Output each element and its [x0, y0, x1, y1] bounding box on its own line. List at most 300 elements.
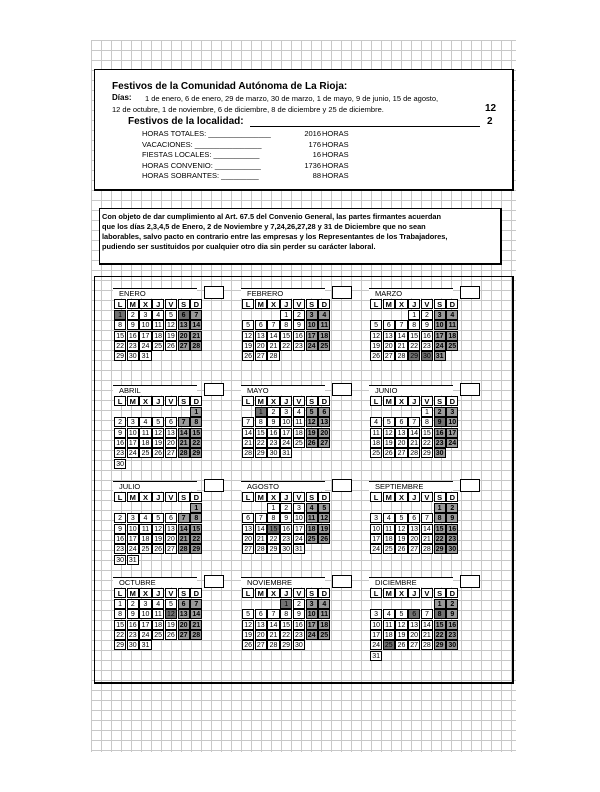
- day-cell: 17: [127, 534, 139, 544]
- day-cell: 2: [114, 513, 126, 523]
- day-cell: 29: [114, 351, 126, 361]
- weekday-header: J: [280, 396, 292, 406]
- day-cell: 18: [383, 534, 395, 544]
- day-cell: 16: [114, 534, 126, 544]
- day-cell: 12: [165, 320, 177, 330]
- notice-line1: Con objeto de dar cumplimiento al Art. 67.5 del Convenio General, las partes firmantes acuerdan: [102, 212, 441, 221]
- day-cell: 9: [421, 320, 433, 330]
- holiday-day-cell: 15: [267, 524, 279, 534]
- day-cell: 14: [395, 331, 407, 341]
- day-cell: 31: [139, 351, 151, 361]
- day-cell: 16: [127, 331, 139, 341]
- day-cell: 7: [178, 417, 190, 427]
- day-cell: 11: [139, 524, 151, 534]
- day-cell: 5: [318, 503, 330, 513]
- weekday-header: D: [446, 396, 458, 406]
- hours-value: 88: [312, 171, 321, 180]
- day-cell: 16: [280, 524, 292, 534]
- day-cell: 14: [255, 524, 267, 534]
- day-cell: 20: [242, 534, 254, 544]
- day-cell: 14: [267, 620, 279, 630]
- day-cell: 19: [383, 438, 395, 448]
- day-cell: 3: [139, 310, 151, 320]
- weekday-header: M: [127, 299, 139, 309]
- day-cell: 24: [370, 640, 382, 650]
- weekday-header: J: [408, 588, 420, 598]
- day-cell: 8: [267, 513, 279, 523]
- weekday-header: D: [446, 492, 458, 502]
- day-cell: 29: [190, 544, 202, 554]
- day-cell: 18: [152, 331, 164, 341]
- day-cell: 23: [434, 438, 446, 448]
- day-cell: 5: [370, 320, 382, 330]
- day-cell: 26: [318, 534, 330, 544]
- weekday-header: M: [255, 396, 267, 406]
- day-cell: 16: [446, 524, 458, 534]
- day-cell: 24: [127, 544, 139, 554]
- weekday-header: D: [190, 492, 202, 502]
- day-cell: 22: [434, 630, 446, 640]
- holiday-day-cell: 25: [383, 640, 395, 650]
- day-cell: 30: [446, 544, 458, 554]
- day-cell: 9: [114, 524, 126, 534]
- day-cell: 25: [293, 438, 305, 448]
- day-cell: 18: [383, 630, 395, 640]
- dias-label: Días:: [112, 93, 132, 102]
- weekday-header: J: [408, 396, 420, 406]
- day-cell: 24: [446, 438, 458, 448]
- day-cell: 14: [178, 524, 190, 534]
- day-cell: 19: [306, 428, 318, 438]
- day-cell: 23: [421, 341, 433, 351]
- month-name: FEBRERO: [241, 288, 325, 298]
- day-cell: 8: [255, 417, 267, 427]
- day-cell: 4: [446, 310, 458, 320]
- day-cell: 21: [255, 534, 267, 544]
- day-cell: 21: [190, 620, 202, 630]
- day-cell: 27: [318, 438, 330, 448]
- day-cell: 11: [152, 609, 164, 619]
- notice-line2: que los días 2,3,4,5 de Enero, 2 de Noviembre y 7,24,26,27,28 y 31 de Diciembre que no sean: [102, 222, 426, 231]
- day-cell: 15: [114, 620, 126, 630]
- hours-row: [141, 139, 353, 149]
- day-cell: 1: [434, 503, 446, 513]
- day-cell: 15: [280, 620, 292, 630]
- day-cell: 28: [395, 351, 407, 361]
- day-cell: 1: [267, 503, 279, 513]
- day-cell: 5: [395, 609, 407, 619]
- day-cell: 26: [242, 351, 254, 361]
- month-name: AGOSTO: [241, 481, 325, 491]
- day-cell: 30: [127, 640, 139, 650]
- day-cell: 14: [421, 620, 433, 630]
- day-cell: 4: [139, 417, 151, 427]
- day-cell: 9: [293, 320, 305, 330]
- day-cell: 6: [255, 320, 267, 330]
- day-cell: 7: [267, 320, 279, 330]
- day-cell: 9: [446, 609, 458, 619]
- weekday-header: S: [306, 299, 318, 309]
- day-cell: 23: [267, 438, 279, 448]
- weekday-header: X: [267, 588, 279, 598]
- day-cell: 16: [127, 620, 139, 630]
- day-cell: 19: [242, 341, 254, 351]
- day-cell: 10: [139, 320, 151, 330]
- month-check-box: [460, 479, 480, 492]
- day-cell: 15: [190, 524, 202, 534]
- day-cell: 21: [190, 331, 202, 341]
- festivos-title: Festivos de la Comunidad Autónoma de La Rioja:: [112, 81, 348, 92]
- month-check-box: [460, 383, 480, 396]
- day-cell: 17: [370, 534, 382, 544]
- day-cell: 27: [178, 630, 190, 640]
- hours-value: 2016: [304, 129, 321, 138]
- day-cell: 23: [293, 630, 305, 640]
- day-cell: 15: [280, 331, 292, 341]
- day-cell: 11: [139, 428, 151, 438]
- day-cell: 13: [242, 524, 254, 534]
- day-cell: 21: [242, 438, 254, 448]
- day-cell: 21: [178, 438, 190, 448]
- day-cell: 8: [408, 320, 420, 330]
- day-cell: 13: [408, 620, 420, 630]
- day-cell: 26: [242, 640, 254, 650]
- weekday-header: S: [434, 396, 446, 406]
- day-cell: 5: [395, 513, 407, 523]
- day-cell: 2: [114, 417, 126, 427]
- day-cell: 15: [114, 331, 126, 341]
- day-cell: 25: [318, 341, 330, 351]
- day-cell: 9: [293, 609, 305, 619]
- day-cell: 10: [434, 320, 446, 330]
- day-cell: 13: [165, 524, 177, 534]
- day-cell: 30: [446, 640, 458, 650]
- day-cell: 3: [127, 417, 139, 427]
- weekday-header: J: [152, 396, 164, 406]
- day-cell: 11: [306, 513, 318, 523]
- month-name: SEPTIEMBRE: [369, 481, 453, 491]
- day-cell: 30: [434, 448, 446, 458]
- day-cell: 3: [139, 599, 151, 609]
- day-cell: 27: [408, 544, 420, 554]
- hours-label: FIESTAS LOCALES: ___________: [142, 150, 260, 159]
- month-check-box: [460, 575, 480, 588]
- day-cell: 24: [434, 341, 446, 351]
- day-cell: 4: [383, 609, 395, 619]
- day-cell: 23: [446, 534, 458, 544]
- day-cell: 5: [242, 609, 254, 619]
- hours-unit: HORAS: [322, 160, 349, 170]
- day-cell: 1: [114, 599, 126, 609]
- day-cell: 10: [306, 320, 318, 330]
- day-cell: 8: [190, 417, 202, 427]
- day-cell: 16: [293, 620, 305, 630]
- weekday-header: X: [139, 588, 151, 598]
- day-cell: 20: [255, 341, 267, 351]
- day-cell: 5: [383, 417, 395, 427]
- month-name: ABRIL: [113, 385, 197, 395]
- day-cell: 28: [421, 544, 433, 554]
- day-cell: 8: [114, 320, 126, 330]
- day-cell: 5: [165, 599, 177, 609]
- day-cell: 17: [370, 630, 382, 640]
- day-cell: 3: [127, 513, 139, 523]
- weekday-header: L: [242, 396, 254, 406]
- hours-value: 16: [312, 150, 321, 159]
- day-cell: 24: [370, 544, 382, 554]
- month-name: OCTUBRE: [113, 577, 197, 587]
- day-cell: 17: [293, 524, 305, 534]
- weekday-header: X: [395, 588, 407, 598]
- day-cell: 10: [293, 513, 305, 523]
- day-cell: 29: [280, 640, 292, 650]
- day-cell: 25: [139, 544, 151, 554]
- day-cell: 6: [318, 407, 330, 417]
- day-cell: 9: [127, 609, 139, 619]
- month-name: MARZO: [369, 288, 453, 298]
- day-cell: 12: [395, 620, 407, 630]
- day-cell: 20: [408, 630, 420, 640]
- hours-row: [141, 128, 353, 138]
- day-cell: 22: [280, 341, 292, 351]
- day-cell: 6: [383, 320, 395, 330]
- day-cell: 27: [255, 640, 267, 650]
- day-cell: 16: [114, 438, 126, 448]
- weekday-header: V: [165, 492, 177, 502]
- notice-line4: pudiendo ser sustituidos por cualquier otro dia sin perder su carácter laboral.: [102, 242, 376, 251]
- weekday-header: S: [178, 396, 190, 406]
- day-cell: 22: [421, 438, 433, 448]
- day-cell: 9: [267, 417, 279, 427]
- day-cell: 28: [421, 640, 433, 650]
- day-cell: 27: [165, 448, 177, 458]
- weekday-header: S: [306, 396, 318, 406]
- day-cell: 30: [114, 459, 126, 469]
- weekday-header: J: [280, 299, 292, 309]
- day-cell: 2: [293, 599, 305, 609]
- day-cell: 14: [242, 428, 254, 438]
- day-cell: 26: [395, 544, 407, 554]
- day-cell: 29: [114, 640, 126, 650]
- month-check-box: [204, 383, 224, 396]
- day-cell: 7: [421, 609, 433, 619]
- day-cell: 23: [280, 534, 292, 544]
- weekday-header: V: [165, 588, 177, 598]
- day-cell: 20: [383, 341, 395, 351]
- day-cell: 25: [152, 341, 164, 351]
- day-cell: 4: [318, 599, 330, 609]
- weekday-header: S: [434, 588, 446, 598]
- day-cell: 4: [293, 407, 305, 417]
- day-cell: 7: [190, 310, 202, 320]
- day-cell: 5: [306, 407, 318, 417]
- day-cell: 17: [139, 331, 151, 341]
- day-cell: 5: [242, 320, 254, 330]
- day-cell: 23: [114, 544, 126, 554]
- day-cell: 10: [127, 524, 139, 534]
- day-cell: 20: [395, 438, 407, 448]
- day-cell: 22: [190, 438, 202, 448]
- day-cell: 21: [267, 630, 279, 640]
- day-cell: 27: [383, 351, 395, 361]
- month-name: DICIEMBRE: [369, 577, 453, 587]
- day-cell: 28: [190, 630, 202, 640]
- day-cell: 7: [178, 513, 190, 523]
- holiday-day-cell: 30: [421, 351, 433, 361]
- day-cell: 14: [178, 428, 190, 438]
- day-cell: 26: [152, 544, 164, 554]
- day-cell: 11: [318, 320, 330, 330]
- day-cell: 9: [280, 513, 292, 523]
- month-marzo: [366, 288, 486, 376]
- holiday-day-cell: 1: [255, 407, 267, 417]
- day-cell: 7: [242, 417, 254, 427]
- day-cell: 20: [165, 534, 177, 544]
- day-cell: 23: [114, 448, 126, 458]
- day-cell: 12: [242, 620, 254, 630]
- day-cell: 26: [165, 630, 177, 640]
- hours-row: [141, 149, 353, 159]
- day-cell: 12: [242, 331, 254, 341]
- day-cell: 31: [127, 555, 139, 565]
- hours-unit: HORAS: [322, 171, 349, 180]
- day-cell: 22: [114, 630, 126, 640]
- day-cell: 12: [306, 417, 318, 427]
- day-cell: 16: [293, 331, 305, 341]
- weekday-header: J: [280, 492, 292, 502]
- day-cell: 22: [408, 341, 420, 351]
- day-cell: 2: [421, 310, 433, 320]
- day-cell: 2: [267, 407, 279, 417]
- day-cell: 27: [408, 640, 420, 650]
- day-cell: 18: [318, 620, 330, 630]
- day-cell: 25: [383, 544, 395, 554]
- month-diciembre: [366, 577, 486, 665]
- day-cell: 23: [293, 341, 305, 351]
- day-cell: 24: [306, 341, 318, 351]
- day-cell: 28: [178, 544, 190, 554]
- day-cell: 8: [190, 513, 202, 523]
- day-cell: 1: [190, 407, 202, 417]
- weekday-header: D: [190, 396, 202, 406]
- day-cell: 28: [242, 448, 254, 458]
- weekday-header: M: [383, 396, 395, 406]
- day-cell: 10: [306, 609, 318, 619]
- holiday-day-cell: 12: [165, 609, 177, 619]
- day-cell: 4: [318, 310, 330, 320]
- weekday-header: L: [370, 492, 382, 502]
- local-count: 2: [487, 116, 493, 127]
- holiday-day-cell: 8: [434, 609, 446, 619]
- month-check-box: [332, 479, 352, 492]
- day-cell: 28: [267, 351, 279, 361]
- day-cell: 8: [280, 320, 292, 330]
- day-cell: 3: [280, 407, 292, 417]
- day-cell: 21: [408, 438, 420, 448]
- day-cell: 25: [318, 630, 330, 640]
- day-cell: 11: [383, 620, 395, 630]
- day-cell: 8: [280, 609, 292, 619]
- weekday-header: V: [421, 299, 433, 309]
- day-cell: 24: [139, 341, 151, 351]
- day-cell: 19: [165, 620, 177, 630]
- weekday-header: L: [242, 492, 254, 502]
- day-cell: 25: [306, 534, 318, 544]
- day-cell: 7: [190, 599, 202, 609]
- day-cell: 20: [318, 428, 330, 438]
- day-cell: 8: [434, 513, 446, 523]
- month-check-box: [204, 286, 224, 299]
- day-cell: 18: [318, 331, 330, 341]
- month-check-box: [332, 575, 352, 588]
- day-cell: 11: [370, 428, 382, 438]
- weekday-header: X: [139, 299, 151, 309]
- day-cell: 16: [267, 428, 279, 438]
- day-cell: 14: [190, 320, 202, 330]
- local-title: Festivos de la localidad:: [128, 116, 244, 127]
- festivos-count: 12: [485, 103, 497, 114]
- weekday-header: D: [446, 588, 458, 598]
- hours-label: VACACIONES: ________________: [142, 139, 262, 149]
- month-enero: [110, 288, 230, 376]
- month-julio: [110, 481, 230, 569]
- day-cell: 22: [280, 630, 292, 640]
- day-cell: 5: [152, 513, 164, 523]
- day-cell: 3: [370, 513, 382, 523]
- weekday-header: D: [318, 299, 330, 309]
- month-febrero: [238, 288, 358, 376]
- day-cell: 11: [318, 609, 330, 619]
- month-abril: [110, 385, 230, 473]
- hours-row: [141, 170, 353, 180]
- day-cell: 7: [408, 417, 420, 427]
- day-cell: 10: [370, 524, 382, 534]
- weekday-header: M: [383, 492, 395, 502]
- day-cell: 20: [178, 620, 190, 630]
- month-name: MAYO: [241, 385, 325, 395]
- day-cell: 18: [306, 524, 318, 534]
- day-cell: 4: [139, 513, 151, 523]
- day-cell: 12: [318, 513, 330, 523]
- month-septiembre: [366, 481, 486, 569]
- weekday-header: V: [293, 492, 305, 502]
- day-cell: 29: [434, 544, 446, 554]
- day-cell: 20: [178, 331, 190, 341]
- day-cell: 31: [434, 351, 446, 361]
- day-cell: 11: [152, 320, 164, 330]
- day-cell: 25: [139, 448, 151, 458]
- day-cell: 26: [370, 351, 382, 361]
- day-cell: 19: [370, 341, 382, 351]
- day-cell: 14: [408, 428, 420, 438]
- day-cell: 17: [446, 428, 458, 438]
- month-noviembre: [238, 577, 358, 665]
- month-junio: [366, 385, 486, 473]
- month-check-box: [460, 286, 480, 299]
- day-cell: 28: [190, 341, 202, 351]
- day-cell: 1: [280, 310, 292, 320]
- day-cell: 20: [255, 630, 267, 640]
- weekday-header: V: [165, 299, 177, 309]
- day-cell: 12: [383, 428, 395, 438]
- month-name: NOVIEMBRE: [241, 577, 325, 587]
- weekday-header: M: [255, 492, 267, 502]
- day-cell: 19: [152, 534, 164, 544]
- weekday-header: X: [395, 396, 407, 406]
- notice-line3: laborables, salvo pacto en contrario entre las empresas y los Representantes de los Trabajadores,: [102, 232, 448, 241]
- day-cell: 4: [383, 513, 395, 523]
- day-cell: 6: [178, 599, 190, 609]
